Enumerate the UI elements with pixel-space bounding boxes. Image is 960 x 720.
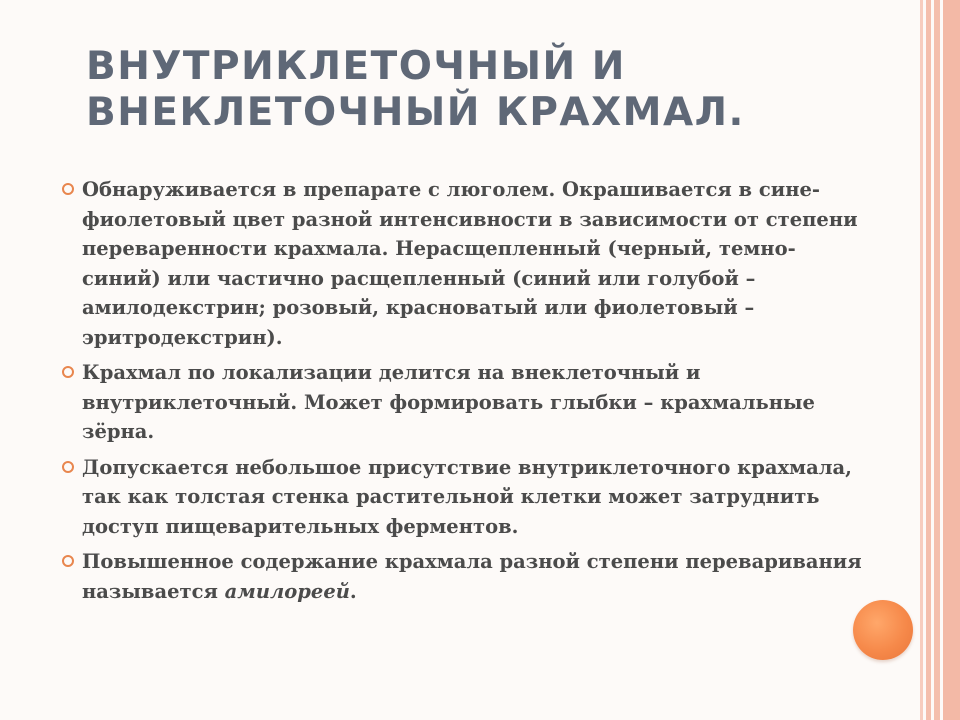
bullet-text: Крахмал по локализации делится на внеклеточный и внутриклеточный. Может формировать глыбки – крахмальные зёрна.	[82, 361, 815, 443]
ring-bullet-icon	[62, 183, 74, 195]
stripe	[934, 0, 940, 720]
bullet-item	[62, 358, 862, 447]
ring-bullet-icon	[62, 461, 74, 473]
stripe	[943, 0, 960, 720]
decorative-stripes	[920, 0, 960, 720]
bullet-text-suffix: .	[349, 579, 357, 603]
stripe	[926, 0, 931, 720]
bullet-item	[62, 175, 862, 352]
bullet-text-main: Повышенное содержание крахмала разной степени переваривания называется	[82, 550, 862, 603]
ring-bullet-icon	[62, 555, 74, 567]
title-line-1: ВНУТРИКЛЕТОЧНЫЙ И	[86, 44, 626, 89]
slide-title	[86, 44, 866, 136]
bullet-item	[62, 453, 862, 542]
bullet-text: Допускается небольшое присутствие внутриклеточного крахмала, так как толстая стенка растительной клетки может затруднить доступ пищеварительных ферментов.	[82, 455, 852, 538]
decorative-orange-circle-icon	[853, 600, 913, 660]
bullet-text	[82, 550, 862, 603]
title-line-2: ВНЕКЛЕТОЧНЫЙ КРАХМАЛ.	[86, 90, 745, 135]
stripe	[920, 0, 923, 720]
bullet-list	[62, 175, 862, 612]
ring-bullet-icon	[62, 366, 74, 378]
bullet-text: Обнаруживается в препарате с люголем. Окрашивается в сине-фиолетовый цвет разной интенсивности в зависимости от степени переваренности крахмала. Нерасщепленный (черный, темно-синий) или частично расщепленный (синий или голубой – амилодекстрин; розовый, красноватый или фиолетовый – эритродекстрин).	[82, 178, 858, 349]
amylorrhea-term: амилореей	[224, 579, 350, 603]
bullet-item	[62, 547, 862, 606]
